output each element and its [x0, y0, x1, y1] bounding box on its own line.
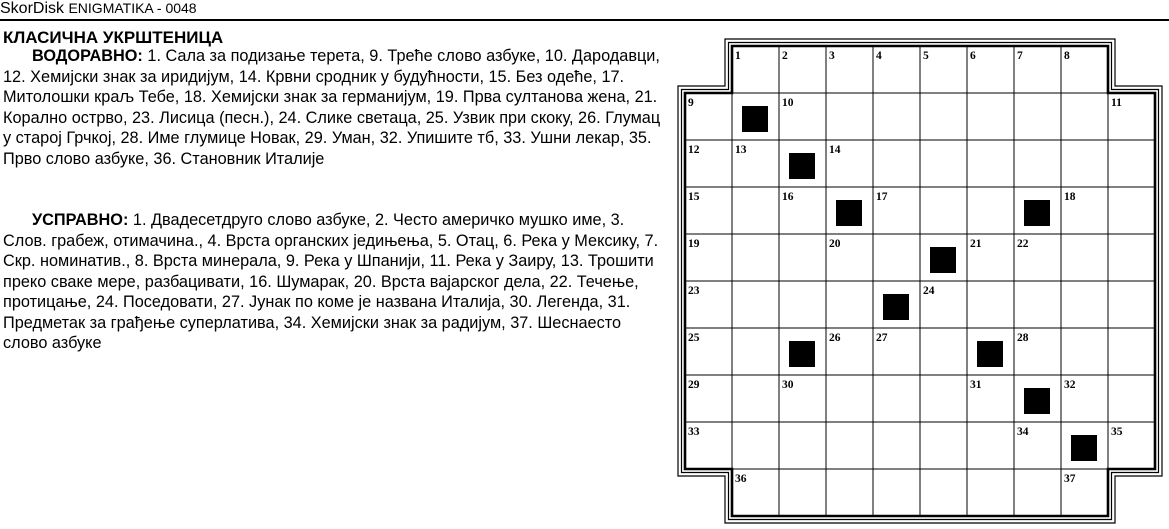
- cell-number: 10: [782, 97, 794, 109]
- grid-cell: [1061, 140, 1108, 187]
- brand-name: SkorDisk: [0, 0, 65, 17]
- cell-number: 12: [688, 144, 700, 156]
- grid-cell: [1014, 281, 1061, 328]
- grid-cell: [732, 328, 779, 375]
- cell-number: 16: [782, 191, 794, 203]
- grid-cell: [967, 140, 1014, 187]
- cell-number: 36: [735, 473, 747, 485]
- grid-cell: [967, 469, 1014, 516]
- grid-cell: [826, 469, 873, 516]
- grid-cell: [873, 422, 920, 469]
- grid-cell: [920, 187, 967, 234]
- grid-cell: [1061, 234, 1108, 281]
- grid-cell: [920, 469, 967, 516]
- cell-number: 33: [688, 426, 700, 438]
- cell-number: 27: [876, 332, 888, 344]
- down-label: УСПРАВНО:: [32, 211, 129, 229]
- grid-cell: [1108, 328, 1155, 375]
- cell-number: 28: [1017, 332, 1029, 344]
- cell-number: 2: [782, 50, 788, 62]
- grid-cell: [779, 469, 826, 516]
- cell-number: 9: [688, 97, 694, 109]
- black-square: [742, 106, 768, 132]
- grid-cell: [732, 234, 779, 281]
- cell-number: 19: [688, 238, 700, 250]
- cell-number: 32: [1064, 379, 1076, 391]
- cell-number: 4: [876, 50, 882, 62]
- grid-cell: [920, 422, 967, 469]
- grid-cell: [826, 375, 873, 422]
- across-label: ВОДОРАВНО:: [32, 47, 143, 65]
- grid-cell: [873, 234, 920, 281]
- black-square: [789, 341, 815, 367]
- cell-number: 23: [688, 285, 700, 297]
- grid-cell: [873, 469, 920, 516]
- grid-cell: [826, 93, 873, 140]
- grid-cell: [732, 187, 779, 234]
- cell-number: 3: [829, 50, 835, 62]
- across-text: 1. Сала за подизање терета, 9. Треће слово азбуке, 10. Дародавци, 12. Хемијски знак за иридијум, 14. Крвни сродник у будућности, 15. Без одеће, 17. Митолошки краљ Тебе, 18. Хемијски знак за германијум, 19. Прва султанова жена, 21. Корално острво, 23. Лисица (песн.), 24. Слике светаца, 25. Узвик при скоку, 26. Глумац у старој Грчкој, 28. Име глумице Новак, 29. Уман, 32. Упишите тб, 33. Ушни лекар, 35. Прво слово азбуке, 36. Становник Италије: [3, 47, 661, 168]
- cell-number: 18: [1064, 191, 1076, 203]
- grid-cell: [920, 140, 967, 187]
- grid-cell: [779, 422, 826, 469]
- grid-cell: [732, 422, 779, 469]
- grid-cell: [826, 422, 873, 469]
- cell-number: 21: [970, 238, 982, 250]
- cell-number: 15: [688, 191, 700, 203]
- black-square: [930, 247, 956, 273]
- cell-number: 24: [923, 285, 935, 297]
- grid-cell: [1108, 234, 1155, 281]
- black-square: [1071, 435, 1097, 461]
- black-square: [883, 294, 909, 320]
- grid-cell: [732, 375, 779, 422]
- grid-cell: [826, 281, 873, 328]
- cell-number: 11: [1111, 97, 1122, 109]
- cell-number: 22: [1017, 238, 1029, 250]
- grid-cell: [732, 281, 779, 328]
- cell-number: 37: [1064, 473, 1076, 485]
- cell-number: 13: [735, 144, 747, 156]
- cell-number: 6: [970, 50, 976, 62]
- black-square: [977, 341, 1003, 367]
- cell-number: 34: [1017, 426, 1029, 438]
- grid-cell: [1061, 93, 1108, 140]
- grid-cell: [967, 187, 1014, 234]
- puzzle-code: ENIGMATIKA - 0048: [68, 0, 197, 16]
- cell-number: 26: [829, 332, 841, 344]
- cell-number: 31: [970, 379, 982, 391]
- cell-number: 35: [1111, 426, 1123, 438]
- black-square: [1024, 388, 1050, 414]
- puzzle-title: КЛАСИЧНА УКРШТЕНИЦА: [3, 28, 224, 47]
- grid-cell: [920, 328, 967, 375]
- grid-cell: [873, 93, 920, 140]
- grid-cell: [1014, 140, 1061, 187]
- grid-cell: [1061, 281, 1108, 328]
- cell-number: 25: [688, 332, 700, 344]
- grid-cell: [967, 93, 1014, 140]
- black-square: [789, 153, 815, 179]
- down-text: 1. Двадесетдруго слово азбуке, 2. Често америчко мушко име, 3. Слов. грабеж, отимачина., 4. Врста органских једињења, 5. Отац, 6. Река у Мексику, 7. Скр. номинатив., 8. Врста минерала, 9. Река у Шпанији, 11. Река у Заиру, 13. Трошити преко сваке мере, разбацивати, 16. Шумарак, 20. Врста ваjарског дела, 22. Течење, протицање, 24. Поседовати, 27. Јунак по коме је названа Италија, 30. Легенда, 31. Предметак за грађење суперлатива, 34. Хемијски знак за радијум, 37. Шеснаесто слово азбуке: [3, 211, 659, 352]
- grid-cell: [779, 234, 826, 281]
- grid-cell: [1061, 328, 1108, 375]
- cell-number: 7: [1017, 50, 1023, 62]
- grid-cell: [779, 281, 826, 328]
- black-square: [836, 200, 862, 226]
- grid-cell: [873, 375, 920, 422]
- cell-number: 5: [923, 50, 929, 62]
- grid-cell: [1108, 187, 1155, 234]
- grid-cell: [920, 375, 967, 422]
- grid-cell: [1014, 469, 1061, 516]
- cell-number: 1: [735, 50, 741, 62]
- grid-cell: [967, 422, 1014, 469]
- cell-number: 20: [829, 238, 841, 250]
- grid-cell: [920, 93, 967, 140]
- cell-number: 30: [782, 379, 794, 391]
- grid-cell: [1108, 140, 1155, 187]
- cell-number: 17: [876, 191, 888, 203]
- grid-cell: [967, 281, 1014, 328]
- cell-number: 14: [829, 144, 841, 156]
- cell-number: 29: [688, 379, 700, 391]
- grid-cell: [1108, 281, 1155, 328]
- grid-cell: [873, 140, 920, 187]
- black-square: [1024, 200, 1050, 226]
- cell-number: 8: [1064, 50, 1070, 62]
- grid-cell: [1108, 375, 1155, 422]
- grid-cell: [1014, 93, 1061, 140]
